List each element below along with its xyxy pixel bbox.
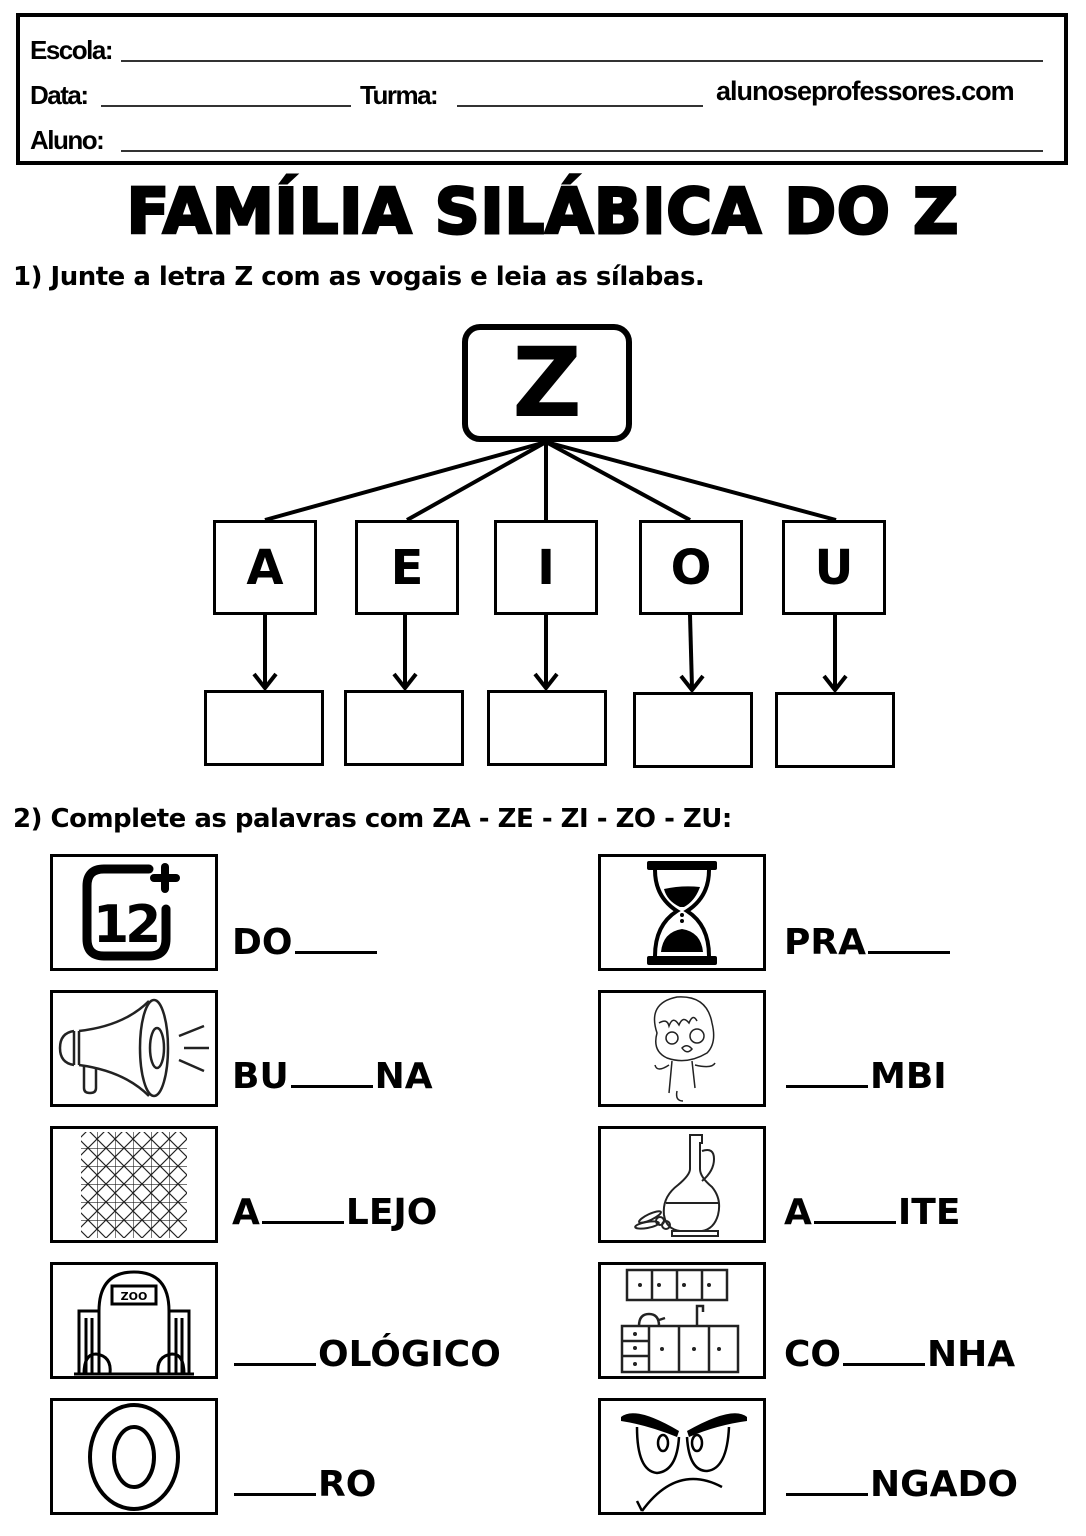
vowel-box-e: E bbox=[355, 520, 459, 615]
blank-field[interactable] bbox=[786, 1085, 868, 1088]
word-item-2 bbox=[784, 922, 952, 963]
answer-box-zu[interactable] bbox=[775, 692, 895, 768]
page-title: FAMÍLIA SILÁBICA DO Z bbox=[126, 175, 960, 248]
angry-face-icon bbox=[607, 1401, 757, 1513]
picture-box bbox=[50, 854, 218, 971]
twelve-plus-icon bbox=[79, 859, 189, 967]
escola-label: Escola: bbox=[30, 35, 112, 65]
word-suffix: NHA bbox=[927, 1334, 1016, 1375]
word-item-7 bbox=[232, 1334, 501, 1375]
picture-box bbox=[50, 1262, 218, 1379]
site-name: alunoseprofessores.com bbox=[716, 76, 1014, 106]
blank-field[interactable] bbox=[291, 1085, 373, 1088]
answer-box-zo[interactable] bbox=[633, 692, 753, 768]
question-1-text: 1) Junte a letra Z com as vogais e leia as sílabas. bbox=[13, 262, 705, 292]
word-suffix: ITE bbox=[897, 1192, 961, 1233]
picture-box bbox=[50, 1398, 218, 1515]
vowel-box-i: I bbox=[494, 520, 598, 615]
zero-icon bbox=[84, 1401, 184, 1513]
word-prefix: CO bbox=[784, 1334, 842, 1375]
vowel-box-a: A bbox=[213, 520, 317, 615]
picture-box bbox=[598, 990, 766, 1107]
word-prefix: BU bbox=[232, 1056, 289, 1097]
blank-field[interactable] bbox=[786, 1493, 868, 1496]
picture-box bbox=[598, 854, 766, 971]
blank-field[interactable] bbox=[234, 1363, 316, 1366]
vowel-box-u: U bbox=[782, 520, 886, 615]
blank-field[interactable] bbox=[262, 1221, 344, 1224]
word-suffix: LEJO bbox=[345, 1192, 438, 1233]
blank-field[interactable] bbox=[868, 951, 950, 954]
svg-text:ZOO: ZOO bbox=[120, 1289, 148, 1303]
answer-box-za[interactable] bbox=[204, 690, 324, 766]
turma-label: Turma: bbox=[360, 80, 438, 110]
word-prefix: A bbox=[784, 1192, 812, 1233]
word-item-8 bbox=[784, 1334, 1015, 1375]
word-item-10 bbox=[784, 1464, 1018, 1505]
word-suffix: OLÓGICO bbox=[318, 1334, 501, 1375]
word-suffix: NGADO bbox=[870, 1464, 1019, 1505]
svg-text:12: 12 bbox=[93, 894, 158, 955]
word-item-6 bbox=[784, 1192, 960, 1233]
word-item-4 bbox=[784, 1056, 947, 1097]
blank-field[interactable] bbox=[234, 1493, 316, 1496]
word-item-5 bbox=[232, 1192, 437, 1233]
word-item-3 bbox=[232, 1056, 433, 1097]
aluno-label: Aluno: bbox=[30, 125, 104, 155]
megaphone-icon bbox=[54, 996, 214, 1101]
kitchen-icon bbox=[617, 1266, 747, 1376]
picture-box bbox=[50, 990, 218, 1107]
zoo-gate-icon bbox=[74, 1266, 194, 1376]
blank-field[interactable] bbox=[814, 1221, 896, 1224]
word-prefix: PRA bbox=[784, 922, 866, 963]
zombie-icon bbox=[637, 993, 727, 1105]
blank-field[interactable] bbox=[295, 951, 377, 954]
blank-field[interactable] bbox=[843, 1363, 925, 1366]
hourglass-icon bbox=[637, 857, 727, 969]
answer-box-zi[interactable] bbox=[487, 690, 607, 766]
data-label: Data: bbox=[30, 80, 88, 110]
vowel-box-o: O bbox=[639, 520, 743, 615]
picture-box bbox=[598, 1262, 766, 1379]
olive-oil-icon bbox=[622, 1129, 742, 1241]
word-suffix: NA bbox=[374, 1056, 433, 1097]
picture-box bbox=[598, 1398, 766, 1515]
word-prefix: DO bbox=[232, 922, 293, 963]
root-letter-box: Z bbox=[462, 324, 632, 442]
question-2-text: 2) Complete as palavras com ZA - ZE - ZI - ZO - ZU: bbox=[13, 804, 732, 834]
word-item-1 bbox=[232, 922, 379, 963]
picture-box bbox=[598, 1126, 766, 1243]
word-prefix: A bbox=[232, 1192, 260, 1233]
tile-pattern-icon bbox=[79, 1130, 189, 1240]
word-item-9 bbox=[232, 1464, 376, 1505]
answer-box-ze[interactable] bbox=[344, 690, 464, 766]
picture-box bbox=[50, 1126, 218, 1243]
word-suffix: RO bbox=[318, 1464, 377, 1505]
word-suffix: MBI bbox=[870, 1056, 947, 1097]
